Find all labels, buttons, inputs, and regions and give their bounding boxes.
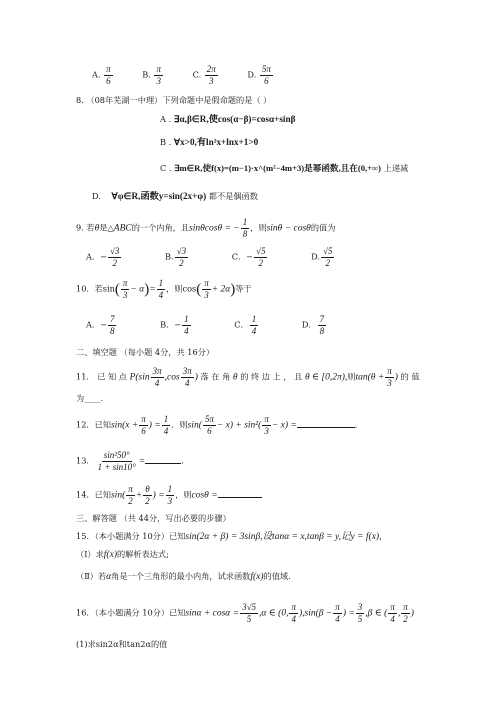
q10-stem: 10．若sin( $\frac{\pi}{3}$ − α)= $\frac{1}{4}$ ，则cos( $\frac{\pi}{3}$ + 2α)等于 [76, 278, 252, 300]
q11-answer-line[interactable]: 为____. [76, 393, 104, 403]
q8-option-b[interactable]: B . ∀x>0,有ln²x+lnx+1>0 [160, 137, 259, 147]
q8-option-a[interactable]: A . ∃α,β∈R,使cos(α−β)=cosα+sinβ [160, 114, 296, 124]
q9-stem: 9. 若θ是△ABC的一个内角，且sinθcosθ = − $\frac{1}{8}$ ，则sinθ − cosθ的值为 [76, 217, 336, 239]
q14-answer-blank[interactable] [218, 497, 262, 498]
q16-stem: 16．（本小题满分 10分）已知sinα + cosα = $\frac{3√5}{5}$ ,α ∈ (0, $\frac{\pi}{4}$ ),sin(β − $\frac{\pi}{4}$ ) = $\frac{3}{5}$ ,β ∈ ( $\frac{\pi}{4}$ , $\frac{\pi}{2}$ ) [76, 602, 414, 624]
q9-option-c[interactable]: C．− $\frac{√5}{2}$ [231, 246, 266, 268]
q9-option-b[interactable]: B. $\frac{√3}{2}$ [165, 246, 187, 268]
section-fill-in-title: 二、填空题 （每小题 4分，共 16分） [76, 347, 215, 357]
q9-option-d[interactable]: D. $\frac{√5}{2}$ [311, 246, 333, 268]
q10-option-c[interactable]: C． $\frac{1}{4}$ [234, 314, 257, 336]
q13-answer-blank[interactable] [145, 463, 181, 464]
q16-part-1: (1)求sin2α和tan2α的值 [76, 639, 168, 649]
q12-answer-blank[interactable] [297, 427, 355, 428]
q7-option-b[interactable]: B. $\frac{\pi}{3}$ [142, 64, 161, 86]
q7-option-d[interactable]: D. $\frac{5\pi}{6}$ [247, 64, 271, 86]
q7-option-a[interactable]: A. $\frac{\pi}{6}$ [92, 64, 111, 86]
q8-title: 8. （08年芜湖一中理）下列命题中是假命题的是（ ） [76, 95, 272, 105]
q9-option-a[interactable]: A．− $\frac{√3}{2}$ [86, 246, 120, 268]
q15-part-1: （Ⅰ）求f(x)的解析表达式; [76, 549, 169, 560]
q8-option-d[interactable]: D. ∀φ∈R,函数y=sin(2x+φ) 都不是偶函数 [92, 191, 258, 201]
q12-stem: 12．已知sin(x + $\frac{\pi}{6}$ ) = $\frac{1}{4}$ ．则sin( $\frac{5\pi}{6}$ − x) + sin²( $\frac{\pi}{3}$ − x) = . [76, 414, 358, 436]
q13-stem: 13． $\frac{\text{sin²50°}}{1 + \sin 10^\circ}$ = . [76, 450, 184, 472]
q7-option-c[interactable]: C. $\frac{2\pi}{3}$ [192, 64, 216, 86]
q15-stem: 15．（本小题满分 10分）已知sin(2α + β) = 3sinβ,设tanα = x,tanβ = y,记y = f(x), [76, 531, 382, 542]
q14-stem: 14．已知sin( $\frac{\pi}{2}$ + $\frac{\theta}{2}$ ) = $\frac{1}{3}$ ，则cosθ = [76, 484, 262, 507]
q15-part-2: （Ⅱ）若α角是一个三角形的最小内角，试求函数f(x)的值域. [76, 571, 291, 582]
q11-stem: 11． 已 知 点 P(sin $\frac{3\pi}{4}$ ,cos $\frac{3\pi}{4}$ ) 落 在 角 θ 的 终 边 上 ， 且 θ ∈ [0,2π),则tan(θ + $\frac{\pi}{3}$ ) 的 值 [76, 366, 420, 388]
q10-option-b[interactable]: B．− $\frac{1}{4}$ [160, 314, 189, 336]
q10-option-d[interactable]: D． $\frac{7}{8}$ [301, 314, 325, 336]
section-solve-title: 三、解答题 （共 44分，写出必要的步骤） [76, 513, 231, 523]
q9-options-row [86, 246, 335, 269]
q10-options-row [86, 314, 327, 337]
q7-options-row [92, 64, 274, 87]
q10-option-a[interactable]: A．− $\frac{7}{8}$ [86, 314, 115, 336]
q8-option-c[interactable]: C . ∃m∈R,使f(x)=(m−1)·x^(m²−4m+3)是幂函数,且在(0,+∞) 上递减 [160, 163, 409, 173]
